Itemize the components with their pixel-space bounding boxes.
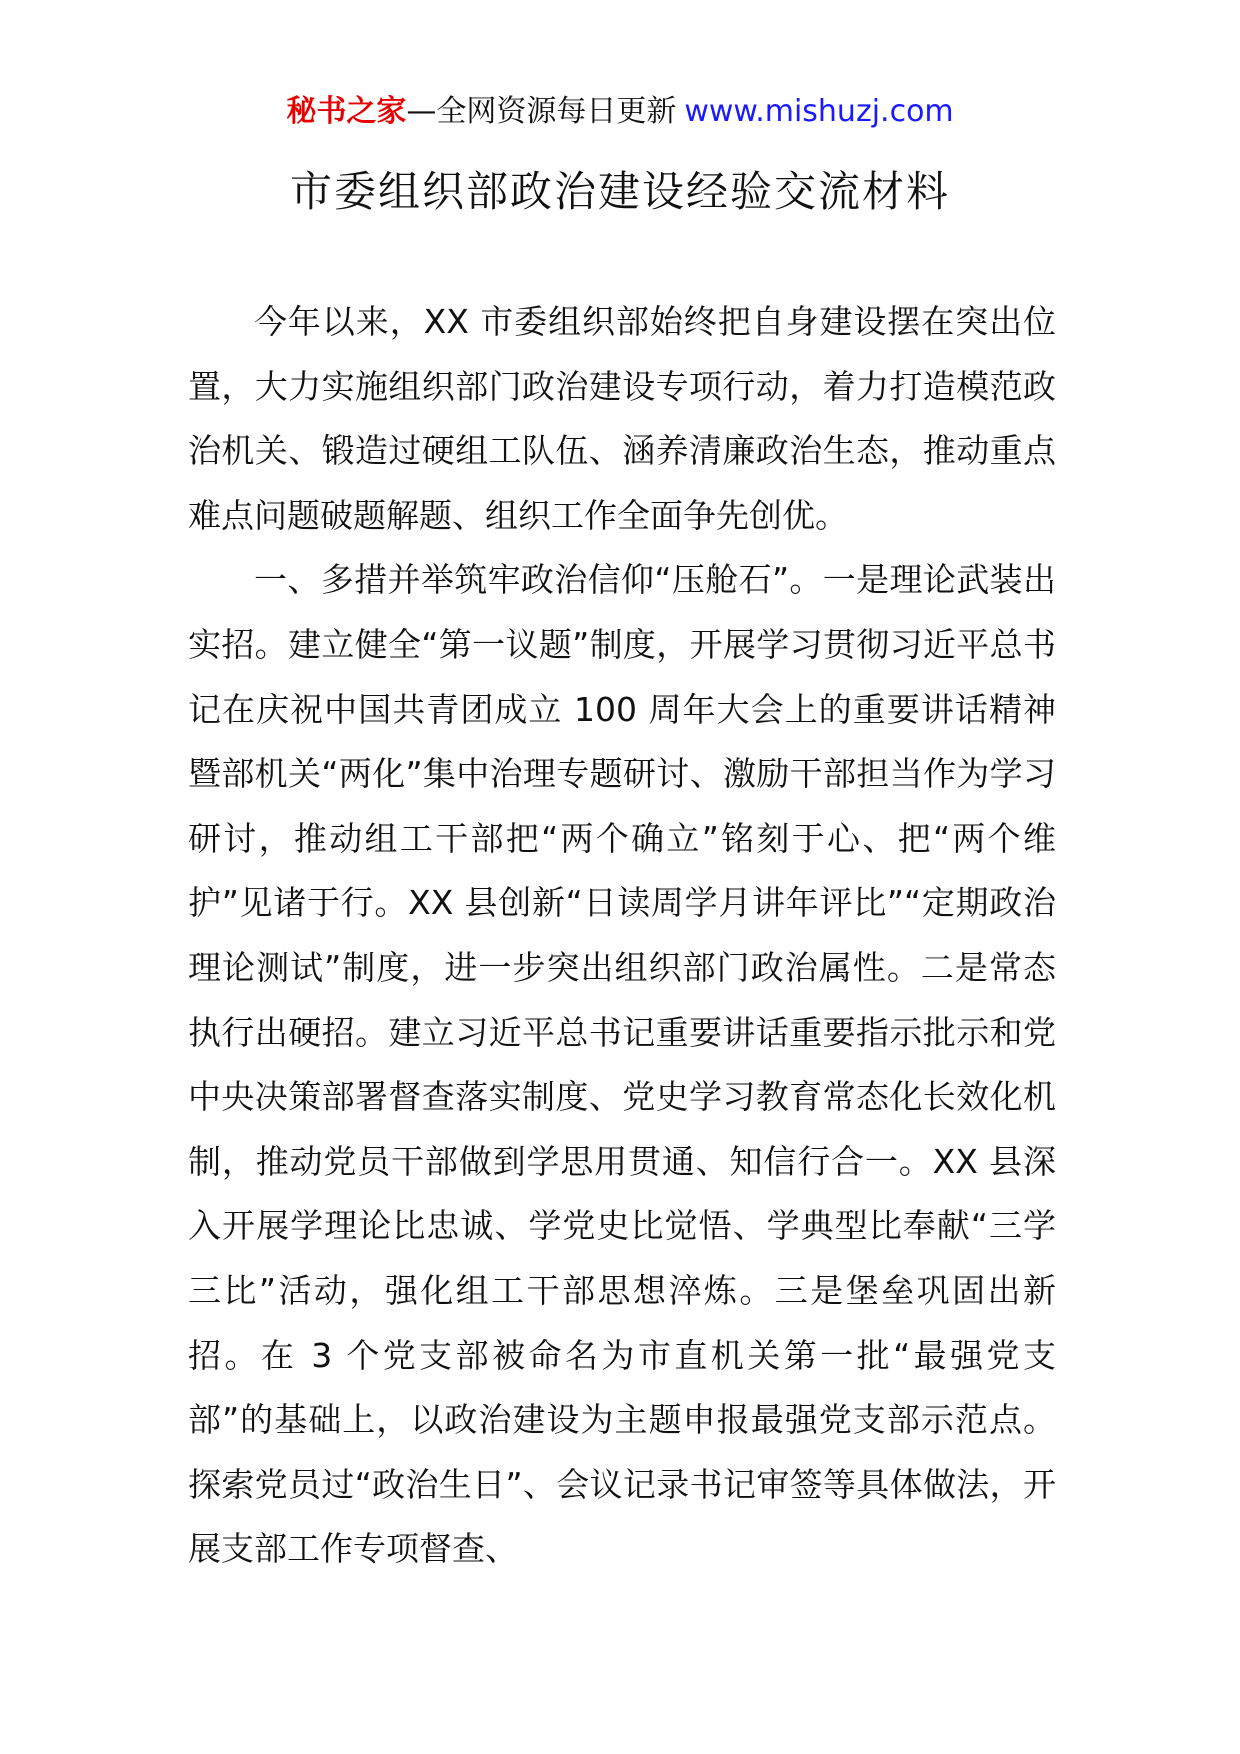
brand-name: 秘书之家 xyxy=(286,94,407,129)
header-slogan: —全网资源每日更新 xyxy=(406,94,677,129)
site-url-link[interactable]: www.mishuzj.com xyxy=(684,94,954,129)
section-one-paragraph: 一、多措并举筑牢政治信仰“压舱石”。一是理论武装出实招。建立健全“第一议题”制度，开展学习贯彻习近平总书记在庆祝中国共青团成立 100 周年大会上的重要讲话精神暨部机关“两化”集中治理专题研讨、激励干部担当作为学习研讨，推动组工干部把“两个确立”铭刻于心、把“两个维护”见诸于行。XX 县创新“日读周学月讲年评比”“定期政治理论测试”制度，进一步突出组织部门政治属性。二是常态执行出硬招。建立习近平总书记重要讲话重要指示批示和党中央决策部署督查落实制度、党史学习教育常态化长效化机制，推动党员干部做到学思用贯通、知信行合一。XX 县深入开展学理论比忠诚、学党史比觉悟、学典型比奉献“三学三比”活动，强化组工干部思想淬炼。三是堡垒巩固出新招。在 3 个党支部被命名为市直机关第一批“最强党支部”的基础上，以政治建设为主题申报最强党支部示范点。探索党员过“政治生日”、会议记录书记审签等具体做法，开展支部工作专项督查、 xyxy=(188,560,1056,1569)
intro-paragraph: 今年以来，XX 市委组织部始终把自身建设摆在突出位置，大力实施组织部门政治建设专项行动，着力打造模范政治机关、锻造过硬组工队伍、涵养清廉政治生态，推动重点难点问题破题解题、组织工作全面争先创优。 xyxy=(188,302,1056,535)
document-title: 市委组织部政治建设经验交流材料 xyxy=(289,167,950,216)
site-header xyxy=(0,92,1240,132)
document-body xyxy=(188,290,1056,1582)
